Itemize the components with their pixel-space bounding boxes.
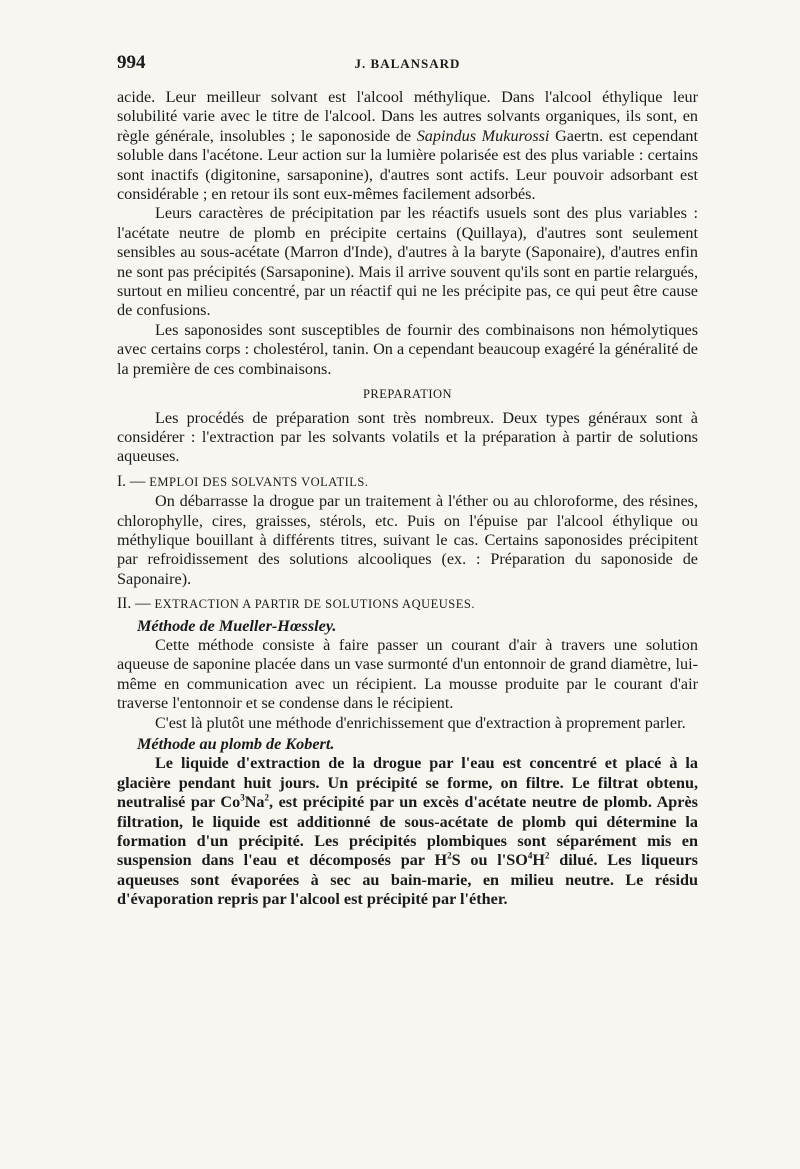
- method-heading: Méthode au plomb de Kobert.: [137, 735, 335, 753]
- superscript: 2: [447, 851, 452, 862]
- section-heading-preparation: PREPARATION: [362, 387, 453, 402]
- paragraph-text: H: [532, 851, 545, 870]
- superscript: 4: [527, 851, 533, 862]
- paragraph: C'est là plutôt une méthode d'enrichissement que d'extraction à proprement parler.: [155, 713, 686, 732]
- paragraph: Cette méthode consiste à faire passer un courant d'air à travers une solution aqueuse de saponine placée dans un vase surmonté d'un entonnoir de grand diamètre, lui-même en communication avec un récipient. La mousse produite par le courant d'air traverse l'entonnoir et se condense dans le récipient.: [117, 635, 698, 713]
- method-heading: Méthode de Mueller-Hœssley.: [137, 616, 337, 635]
- section-title: EXTRACTION A PARTIR DE SOLUTIONS AQUEUSES.: [154, 597, 475, 612]
- paragraph-text: dilué. Les liqueurs aqueuses sont évaporées à sec au bain-marie, en milieu neutre. Le résidu d'évaporation repris par l'alcool est précipité par l'éther.: [117, 851, 698, 909]
- paragraph: Leurs caractères de précipitation par les réactifs usuels sont des plus variables : l'acétate neutre de plomb en précipite certains (Quillaya), d'autres sont seulement sensibles au sous-acétate (Marron d'Inde), d'autres à la baryte (Saponaire), d'autres enfin ne sont pas précipités (Sarsaponine). Mais il arrive souvent qu'ils sont en partie relargués, surtout en milieu concentré, par un réactif qui ne les précipite pas, ce qui peut être cause de confusions.: [117, 204, 698, 320]
- paragraph: [117, 88, 698, 204]
- paragraph-text: Le liquide d'extraction de la drogue par l'eau est concentré et placé à la glacière pendant huit jours. Un précipité se forme, on filtre. Le filtrat obtenu, neutralisé par Co: [117, 754, 698, 812]
- section-number: II. —: [117, 595, 155, 613]
- paragraph: On débarrasse la drogue par un traitement à l'éther ou au chloroforme, des résines, chlorophylle, cires, graisses, stérols, etc. Puis on l'épuise par l'alcool éthylique ou méthylique bouillant à différents titres, suivant le cas. Certains saponosides précipitent par refroidissement des solutions alcooliques (ex. : Préparation du saponoside de Saponaire).: [117, 492, 698, 588]
- section-number: I. —: [117, 472, 150, 490]
- paragraph-text: Na: [244, 793, 265, 812]
- paragraph: Les procédés de préparation sont très nombreux. Deux types généraux sont à considérer : l'extraction par les solvants volatils et la préparation à partir de solutions aqueuses.: [117, 408, 698, 466]
- superscript: 2: [544, 851, 550, 862]
- section-heading-1: [117, 472, 698, 492]
- paragraph: Les saponosides sont susceptibles de fournir des combinaisons non hémolytiques avec certains corps : cholestérol, tanin. On a cependant beaucoup exagéré la généralité de la première de ces combinaisons.: [117, 320, 698, 378]
- running-title: J. BALANSARD: [354, 56, 461, 71]
- body-text: [117, 88, 698, 910]
- page-number: 994: [117, 52, 146, 73]
- superscript: 3: [240, 792, 245, 803]
- running-head: [117, 52, 698, 74]
- superscript: 2: [264, 792, 270, 803]
- paragraph: [117, 754, 698, 909]
- paragraph-text: , est précipité par un excès d'acétate neutre de plomb. Après filtration, le liquide est additionné de sous-acétate de plomb qui détermine la formation d'un précipité. Les précipités plombiques sont séparément mis en suspension dans l'eau et décomposés par H: [117, 793, 698, 870]
- section-heading-2: [117, 594, 698, 614]
- paragraph-text: Gaertn. est cependant soluble dans l'acétone. Leur action sur la lumière polarisée est des plus variable : certains sont inactifs (digitonine, sarsaponine), d'autres sont actifs. Leur pouvoir adsorbant est considérable ; en retour ils sont eux-mêmes facilement adsorbés.: [117, 126, 699, 204]
- species-name: Sapindus Mukurossi: [416, 126, 550, 145]
- paragraph-text: acide. Leur meilleur solvant est l'alcool méthylique. Dans l'alcool éthylique leur solubilité varie avec le titre de l'alcool. Dans les autres solvants organiques, ils sont, en règle générale, insolubles ; le saponoside de: [117, 88, 698, 145]
- paragraph-text: S ou l'SO: [451, 851, 528, 870]
- section-title: EMPLOI DES SOLVANTS VOLATILS.: [149, 474, 369, 489]
